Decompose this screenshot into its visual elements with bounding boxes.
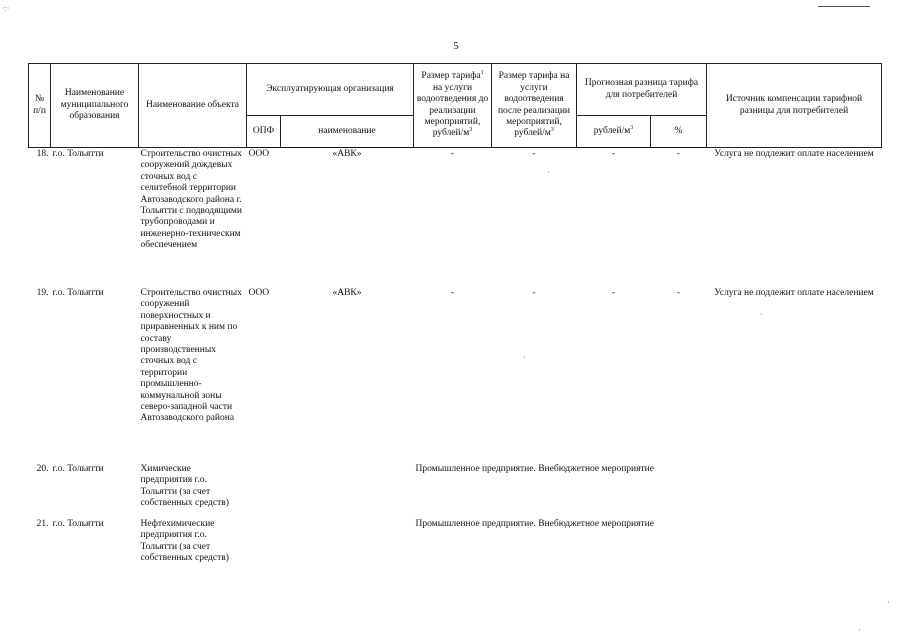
row-object: Строительство очистных сооружений поверхностных и приравненных к ним по составу производственных сточных вод с территории промышленно-коммунальной зоны северо-западной части Автозаводского района	[140, 288, 242, 424]
row-operator-name: «АВК»	[332, 288, 362, 298]
row-object: Химические предприятия г.о. Тольятти (за счет собственных средств)	[140, 464, 229, 509]
row-object: Строительство очистных сооружений дождевых сточных вод с селитебной территории Автозаводского района г. Тольятти с подводящими трубопроводами и инженерно-техническим обеспечением	[140, 149, 242, 251]
header-name: наименование	[281, 116, 414, 148]
row-operator-name	[281, 463, 414, 518]
table-row	[29, 518, 882, 577]
header-row-top	[29, 64, 882, 116]
row-tariff-after: -	[532, 288, 536, 298]
row-operator-name: «АВК»	[332, 149, 362, 159]
row-diff-pct: -	[676, 288, 681, 298]
table-row	[29, 148, 882, 288]
row-municipality: г.о. Тольятти	[52, 149, 104, 159]
row-municipality: г.о. Тольятти	[52, 464, 104, 474]
row-tariff-before: -	[450, 149, 455, 159]
row-source: Услуга не подлежит оплате населением	[714, 149, 874, 159]
header-tariff-after: Размер тарифа на услуги водоотведения после реализации мероприятий, рублей/$м^3$	[492, 64, 577, 148]
row-opf	[247, 518, 281, 577]
row-municipality: г.о. Тольятти	[52, 519, 104, 529]
header-municipality: Наименование муниципального образования	[51, 64, 139, 148]
row-span-note: Промышленное предприятие. Внебюджетное мероприятие	[415, 519, 654, 529]
scan-speck: ·	[858, 626, 861, 635]
scan-speck: ·	[887, 598, 890, 607]
row-diff-rub: -	[611, 288, 616, 298]
row-tariff-before: -	[450, 288, 455, 298]
row-span-note: Промышленное предприятие. Внебюджетное мероприятие	[415, 464, 654, 474]
row-municipality: г.о. Тольятти	[52, 288, 104, 298]
row-num: 19.	[36, 288, 49, 298]
table-row	[29, 287, 882, 463]
row-object: Нефтехимические предприятия г.о. Тольятти (за счет собственных средств)	[140, 519, 229, 564]
row-opf: ООО	[248, 288, 270, 298]
scan-corner-mark: ·:·	[2, 4, 10, 13]
row-num: 20.	[36, 464, 49, 474]
row-opf	[247, 463, 281, 518]
header-diff: Прогнозная разница тарифа для потребителей	[577, 64, 707, 116]
row-tariff-after: -	[532, 149, 536, 159]
header-tariff-before: Размер тарифа$^1$ на услуги водоотведения до реализации мероприятий, рублей/$м^3$	[414, 64, 492, 148]
row-diff-pct: -	[676, 149, 681, 159]
header-operator: Эксплуатирующая организация	[247, 64, 414, 116]
row-operator-name	[281, 518, 414, 577]
row-opf: ООО	[248, 149, 270, 159]
header-source: Источник компенсации тарифной разницы для потребителей	[707, 64, 882, 148]
row-source: Услуга не подлежит оплате населением	[714, 288, 874, 298]
scan-speck: ·	[760, 310, 763, 319]
page-number: 5	[453, 40, 459, 52]
table-row	[29, 463, 882, 518]
row-diff-rub: -	[611, 149, 616, 159]
scan-speck: ·	[547, 168, 550, 177]
header-diff-rub: рублей/$м^3$	[577, 116, 651, 148]
header-opf: ОПФ	[247, 116, 281, 148]
top-right-rule	[818, 6, 870, 7]
tariff-table	[28, 63, 882, 577]
row-num: 18.	[36, 149, 49, 159]
header-num: № п/п	[29, 64, 51, 148]
header-object: Наименование объекта	[139, 64, 247, 148]
scan-speck: ·	[523, 353, 526, 362]
header-diff-pct: %	[651, 116, 707, 148]
row-num: 21.	[36, 519, 49, 529]
